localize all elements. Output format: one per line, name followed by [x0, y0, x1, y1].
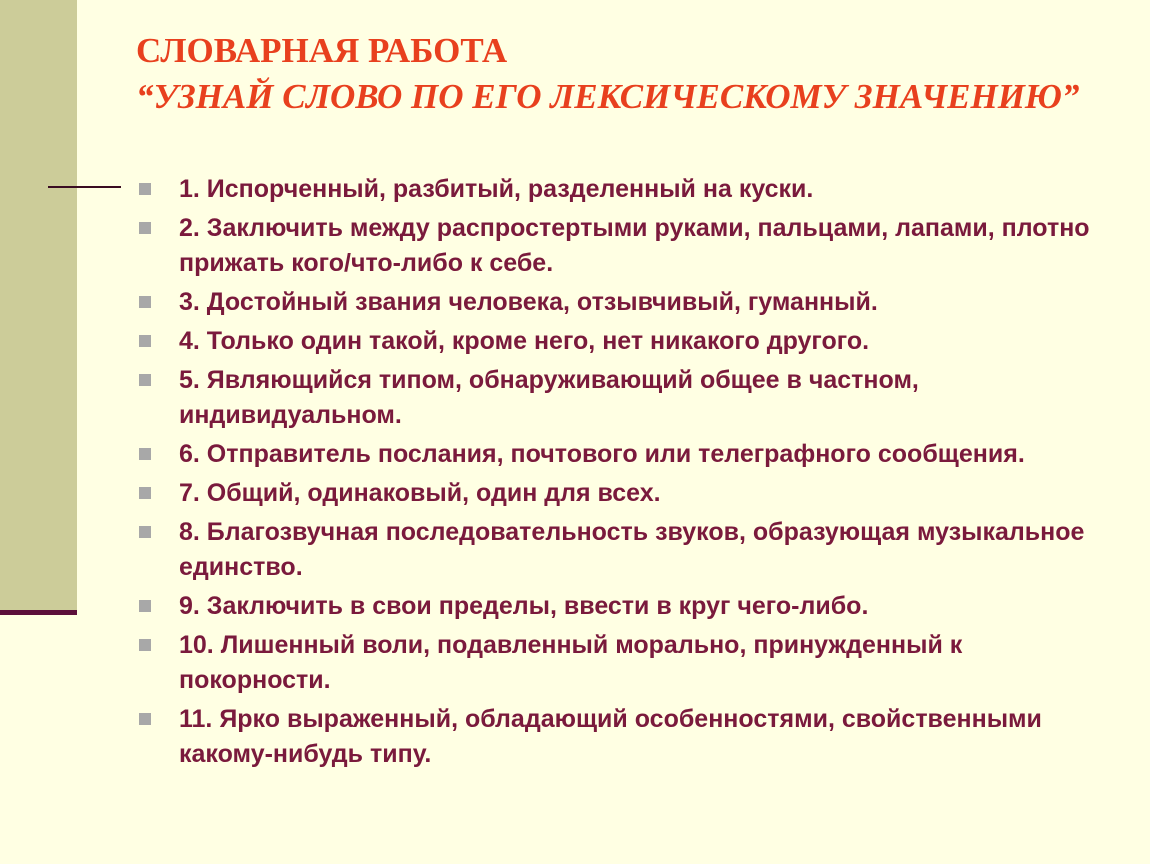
list-item: [136, 363, 1096, 433]
square-bullet-icon: [139, 183, 151, 195]
square-bullet-icon: [139, 222, 151, 234]
square-bullet-icon: [139, 600, 151, 612]
list-item-text: 7. Общий, одинаковый, один для всех.: [179, 479, 661, 507]
side-decor-band: [0, 0, 77, 610]
title-decor-rule: [48, 186, 121, 188]
list-item-text: 10. Лишенный воли, подавленный морально, принужденный к покорности.: [179, 631, 963, 694]
square-bullet-icon: [139, 448, 151, 460]
list-item-text: 9. Заключить в свои пределы, ввести в круг чего-либо.: [179, 592, 869, 620]
list-item-text: 4. Только один такой, кроме него, нет никакого другого.: [179, 327, 870, 355]
list-item: [136, 285, 1096, 320]
square-bullet-icon: [139, 526, 151, 538]
definition-list: [136, 172, 1096, 776]
list-item: [136, 589, 1096, 624]
list-item-text: 3. Достойный звания человека, отзывчивый, гуманный.: [179, 288, 878, 316]
list-item-text: 5. Являющийся типом, обнаруживающий общее в частном, индивидуальном.: [179, 366, 919, 429]
list-item-text: 6. Отправитель послания, почтового или телеграфного сообщения.: [179, 440, 1025, 468]
title-line-2: “УЗНАЙ СЛОВО ПО ЕГО ЛЕКСИЧЕСКОМУ ЗНАЧЕНИЮ”: [136, 77, 1080, 116]
square-bullet-icon: [139, 296, 151, 308]
square-bullet-icon: [139, 374, 151, 386]
list-item-text: 2. Заключить между распростертыми руками, пальцами, лапами, плотно прижать кого/что-либо к себе.: [179, 214, 1090, 277]
list-item: [136, 324, 1096, 359]
square-bullet-icon: [139, 713, 151, 725]
list-item: [136, 476, 1096, 511]
list-item: [136, 172, 1096, 207]
title-line-1: СЛОВАРНАЯ РАБОТА: [136, 31, 508, 70]
list-item: [136, 628, 1096, 698]
list-item: [136, 437, 1096, 472]
list-item-text: 1. Испорченный, разбитый, разделенный на куски.: [179, 175, 814, 203]
square-bullet-icon: [139, 487, 151, 499]
square-bullet-icon: [139, 335, 151, 347]
list-item: [136, 515, 1096, 585]
list-item-text: 11. Ярко выраженный, обладающий особенностями, свойственными какому-нибудь типу.: [179, 705, 1042, 768]
side-decor-rule: [0, 610, 77, 615]
list-item: [136, 211, 1096, 281]
slide-title: [136, 28, 1116, 120]
list-item: [136, 702, 1096, 772]
list-item-text: 8. Благозвучная последовательность звуков, образующая музыкальное единство.: [179, 518, 1085, 581]
square-bullet-icon: [139, 639, 151, 651]
